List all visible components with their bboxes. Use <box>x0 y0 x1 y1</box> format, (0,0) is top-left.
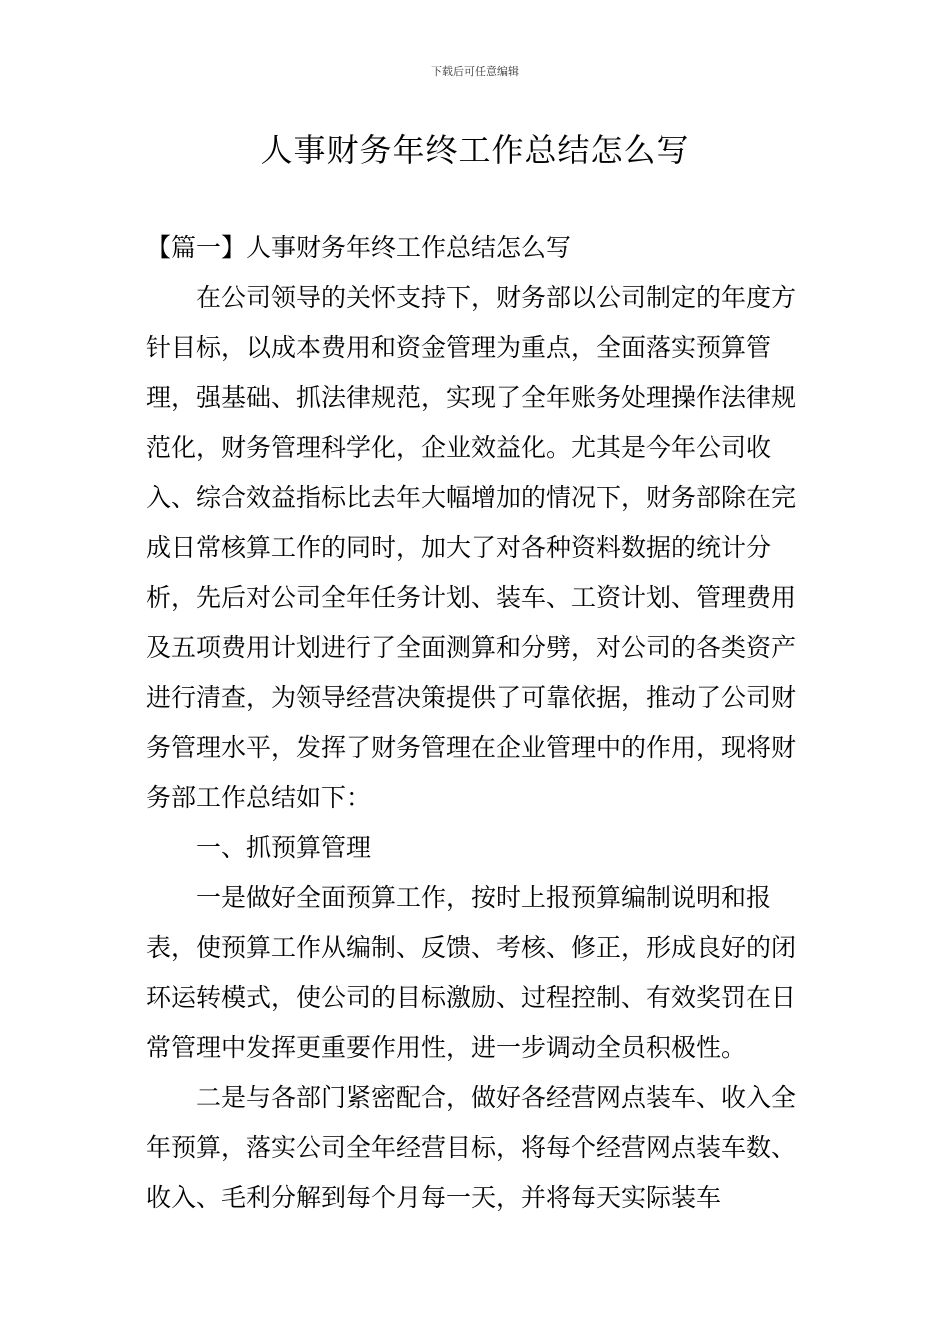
paragraph-point-one: 一是做好全面预算工作，按时上报预算编制说明和报表，使预算工作从编制、反馈、考核、修正，形成良好的闭环运转模式，使公司的目标激励、过程控制、有效奖罚在日常管理中发挥更重要作用性，进一步调动全员积极性。 <box>146 883 797 1062</box>
section-title: 【篇一】人事财务年终工作总结怎么写 <box>146 233 572 262</box>
paragraph-point-two: 二是与各部门紧密配合，做好各经营网点装车、收入全年预算，落实公司全年经营目标，将每个经营网点装车数、收入、毛利分解到每个月每一天，并将每天实际装车 <box>146 1083 797 1212</box>
paragraph-intro: 在公司领导的关怀支持下，财务部以公司制定的年度方针目标，以成本费用和资金管理为重点，全面落实预算管理，强基础、抓法律规范，实现了全年账务处理操作法律规范化，财务管理科学化，企业效益化。尤其是今年公司收入、综合效益指标比去年大幅增加的情况下，财务部除在完成日常核算工作的同时，加大了对各种资料数据的统计分析，先后对公司全年任务计划、装车、工资计划、管理费用及五项费用计划进行了全面测算和分劈，对公司的各类资产进行清查，为领导经营决策提供了可靠依据，推动了公司财务管理水平，发挥了财务管理在企业管理中的作用，现将财务部工作总结如下： <box>146 283 797 812</box>
subheading-budget-management: 一、抓预算管理 <box>196 833 372 862</box>
header-note: 下载后可任意编辑 <box>431 65 519 78</box>
document-body <box>146 223 810 1223</box>
document-title: 人事财务年终工作总结怎么写 <box>260 131 690 169</box>
